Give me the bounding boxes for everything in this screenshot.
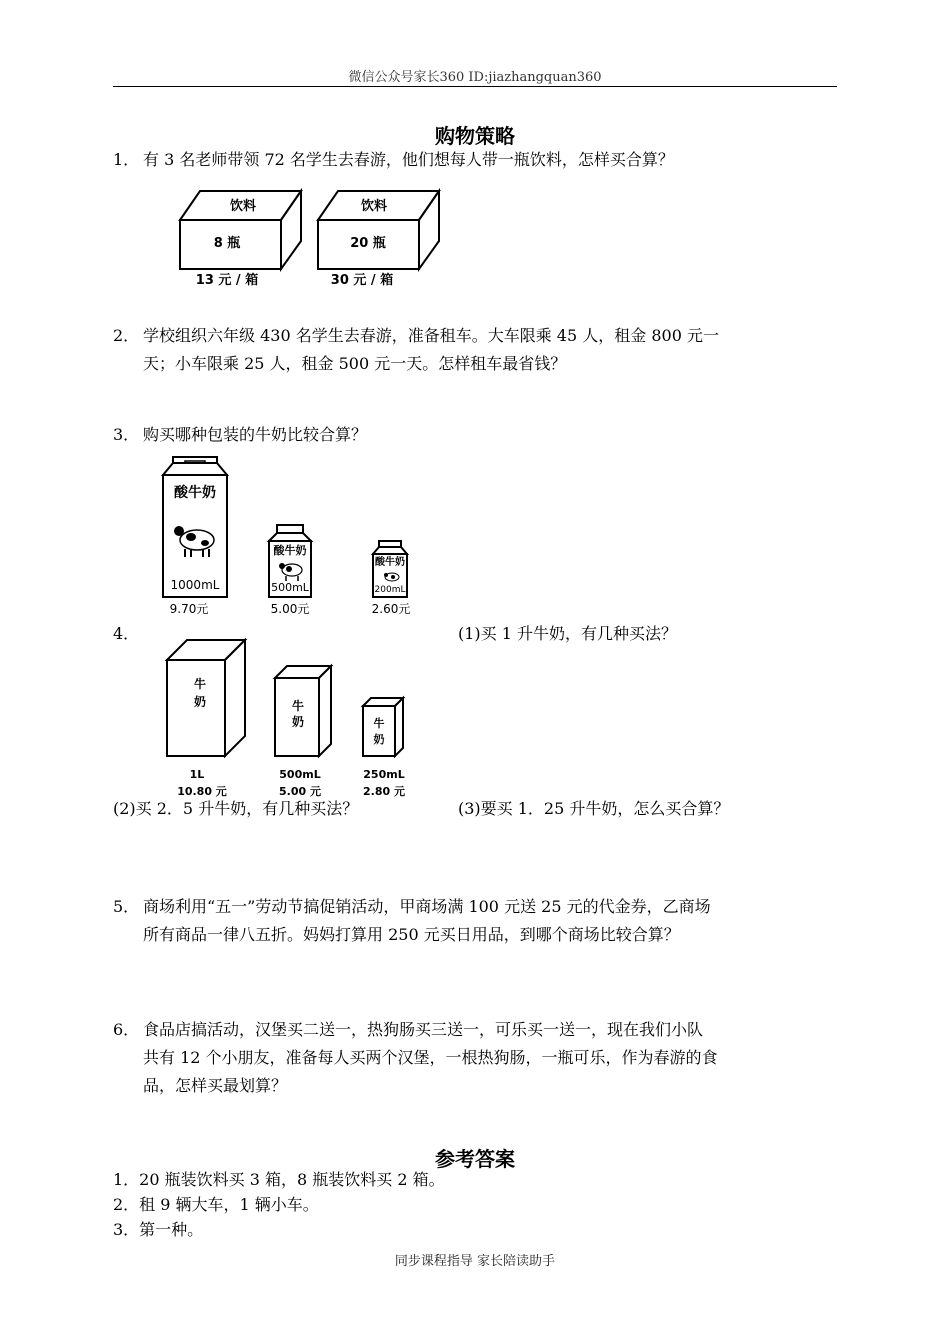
yogurt-carton-500-label: 酸牛奶 [273, 544, 307, 557]
yogurt-carton-1000-price: 9.70元 [169, 602, 209, 616]
question-2-line-1: 学校组织六年级 430 名学生去春游，准备租车。大车限乘 45 人，租金 800 元一 [143, 326, 719, 345]
drink-box-8-top-label: 饮料 [229, 199, 257, 214]
drink-box-20-price: 30 元 / 箱 [330, 273, 394, 288]
question-4-number: 4． [113, 624, 140, 643]
milk-box-1l-label-bottom: 奶 [193, 695, 207, 709]
milk-box-1l-price: 10.80 元 [177, 785, 227, 798]
milk-box-250ml-label-bottom: 奶 [373, 733, 385, 746]
yogurt-carton-200-volume: 200mL [374, 585, 406, 595]
question-2-line-2: 天；小车限乘 25 人，租金 500 元一天。怎样租车最省钱？ [143, 354, 567, 373]
answer-3: 3．第一种。 [113, 1220, 204, 1239]
question-6 [113, 1016, 833, 1100]
question-3 [113, 421, 833, 449]
question-5-number: 5． [113, 897, 140, 916]
question-4-sub-2: (2)买 2．5 升牛奶，有几种买法？ [113, 799, 359, 818]
yogurt-carton-500-volume: 500mL [271, 581, 309, 594]
cow-icon [384, 573, 399, 581]
question-6-line-3: 品，怎样买最划算？ [143, 1076, 288, 1095]
answers-title: 参考答案 [435, 1147, 515, 1171]
milk-box-500ml [275, 666, 331, 798]
milk-boxes-figure [155, 638, 425, 800]
yogurt-carton-1000 [163, 457, 227, 616]
drink-box-20 [318, 191, 439, 288]
question-2-number: 2． [113, 326, 140, 345]
page-title: 购物策略 [435, 124, 515, 148]
yogurt-carton-1000-volume: 1000mL [170, 578, 220, 592]
question-6-line-1: 食品店搞活动，汉堡买二送一，热狗肠买三送一，可乐买一送一，现在我们小队 [143, 1020, 704, 1039]
question-6-line-2: 共有 12 个小朋友，准备每人买两个汉堡，一根热狗肠，一瓶可乐，作为春游的食 [143, 1048, 718, 1067]
milk-box-250ml-volume: 250mL [363, 768, 405, 781]
drink-box-8 [180, 191, 301, 288]
answer-2: 2．租 9 辆大车，1 辆小车。 [113, 1195, 319, 1214]
question-3-text: 购买哪种包装的牛奶比较合算？ [143, 425, 368, 444]
question-4-sub-3: (3)要买 1．25 升牛奶，怎么买合算？ [458, 799, 730, 818]
question-1 [113, 146, 833, 174]
yogurt-carton-200-price: 2.60元 [371, 602, 411, 616]
yogurt-cartons-figure [155, 455, 425, 620]
question-4-sub-1: (1)买 1 升牛奶，有几种买法？ [458, 624, 678, 643]
drink-box-8-front-label: 8 瓶 [213, 236, 241, 251]
question-5-line-1: 商场利用“五一”劳动节搞促销活动，甲商场满 100 元送 25 元的代金券，乙商场 [143, 897, 711, 916]
question-3-number: 3． [113, 425, 140, 444]
drink-box-20-top-label: 饮料 [360, 199, 388, 214]
milk-box-250ml-price: 2.80 元 [363, 785, 405, 798]
milk-box-250ml-label-top: 牛 [373, 717, 385, 730]
drink-box-20-front-label: 20 瓶 [350, 236, 386, 251]
drink-box-8-price: 13 元 / 箱 [195, 273, 259, 288]
milk-box-500ml-label-top: 牛 [291, 699, 305, 713]
question-5 [113, 893, 833, 949]
milk-box-500ml-price: 5.00 元 [279, 785, 321, 798]
yogurt-carton-500-price: 5.00元 [270, 602, 310, 616]
page-header: 微信公众号家长360 ID:jiazhangquan360 [348, 70, 602, 85]
page-footer: 同步课程指导 家长陪读助手 [394, 1254, 556, 1269]
milk-box-250ml [363, 698, 405, 798]
yogurt-carton-200 [372, 541, 411, 616]
yogurt-carton-500 [269, 525, 311, 616]
yogurt-carton-200-label: 酸牛奶 [375, 557, 405, 568]
milk-box-1l [167, 640, 245, 798]
question-1-number: 1． [113, 150, 140, 169]
yogurt-carton-1000-label: 酸牛奶 [174, 485, 216, 501]
question-5-line-2: 所有商品一律八五折。妈妈打算用 250 元买日用品，到哪个商场比较合算？ [143, 925, 680, 944]
milk-box-1l-volume: 1L [189, 768, 205, 781]
question-2 [113, 322, 833, 378]
question-6-number: 6． [113, 1020, 140, 1039]
header-divider [113, 86, 837, 87]
milk-box-500ml-volume: 500mL [279, 768, 321, 781]
milk-box-1l-label-top: 牛 [193, 677, 207, 691]
drink-boxes-figure [170, 185, 460, 295]
question-1-text: 有 3 名老师带领 72 名学生去春游，他们想每人带一瓶饮料，怎样买合算？ [143, 150, 674, 169]
answer-1: 1．20 瓶装饮料买 3 箱，8 瓶装饮料买 2 箱。 [113, 1170, 445, 1189]
milk-box-500ml-label-bottom: 奶 [291, 715, 305, 729]
